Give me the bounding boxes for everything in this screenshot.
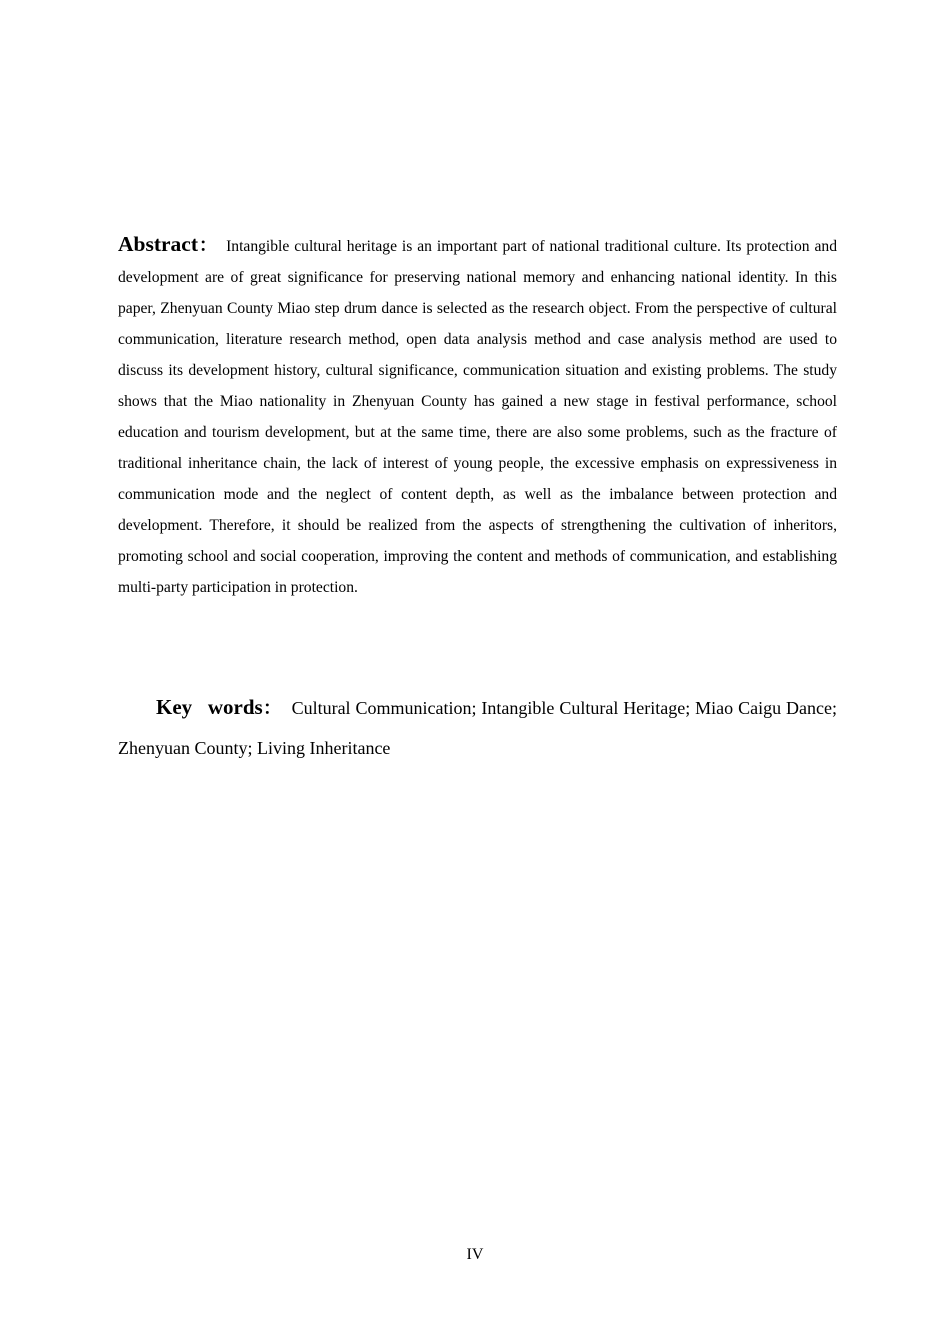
abstract-text: Intangible cultural heritage is an important part of national traditional culture. Its protection and development are of great significance for preserving national memory and enhancing national identity. In this paper, Zhenyuan County Miao step drum dance is selected as the research object. From the perspective of cultural communication, literature research method, open data analysis method and case analysis method are used to discuss its development history, cultural significance, communication situation and existing problems. The study shows that the Miao nationality in Zhenyuan County has gained a new stage in festival performance, school education and tourism development, but at the same time, there are also some problems, such as the fracture of traditional inheritance chain, the lack of interest of young people, the excessive emphasis on expressiveness in communication mode and the neglect of content depth, as well as the imbalance between protection and development. Therefore, it should be realized from the aspects of strengthening the cultivation of inheritors, promoting school and social cooperation, improving the content and methods of communication, and establishing multi-party participation in protection. [118, 238, 837, 596]
keywords-label-colon: ： [262, 698, 282, 718]
page-number: IV [466, 1246, 484, 1263]
keywords-paragraph [118, 687, 837, 768]
keywords-label: Key words [156, 695, 263, 719]
abstract-label-colon: ： [198, 235, 219, 255]
abstract-label: Abstract [118, 232, 199, 256]
keywords-text: Cultural Communication; Intangible Cultural Heritage; Miao Caigu Dance; Zhenyuan County; Living Inheritance [118, 698, 837, 758]
abstract-paragraph [118, 229, 837, 603]
